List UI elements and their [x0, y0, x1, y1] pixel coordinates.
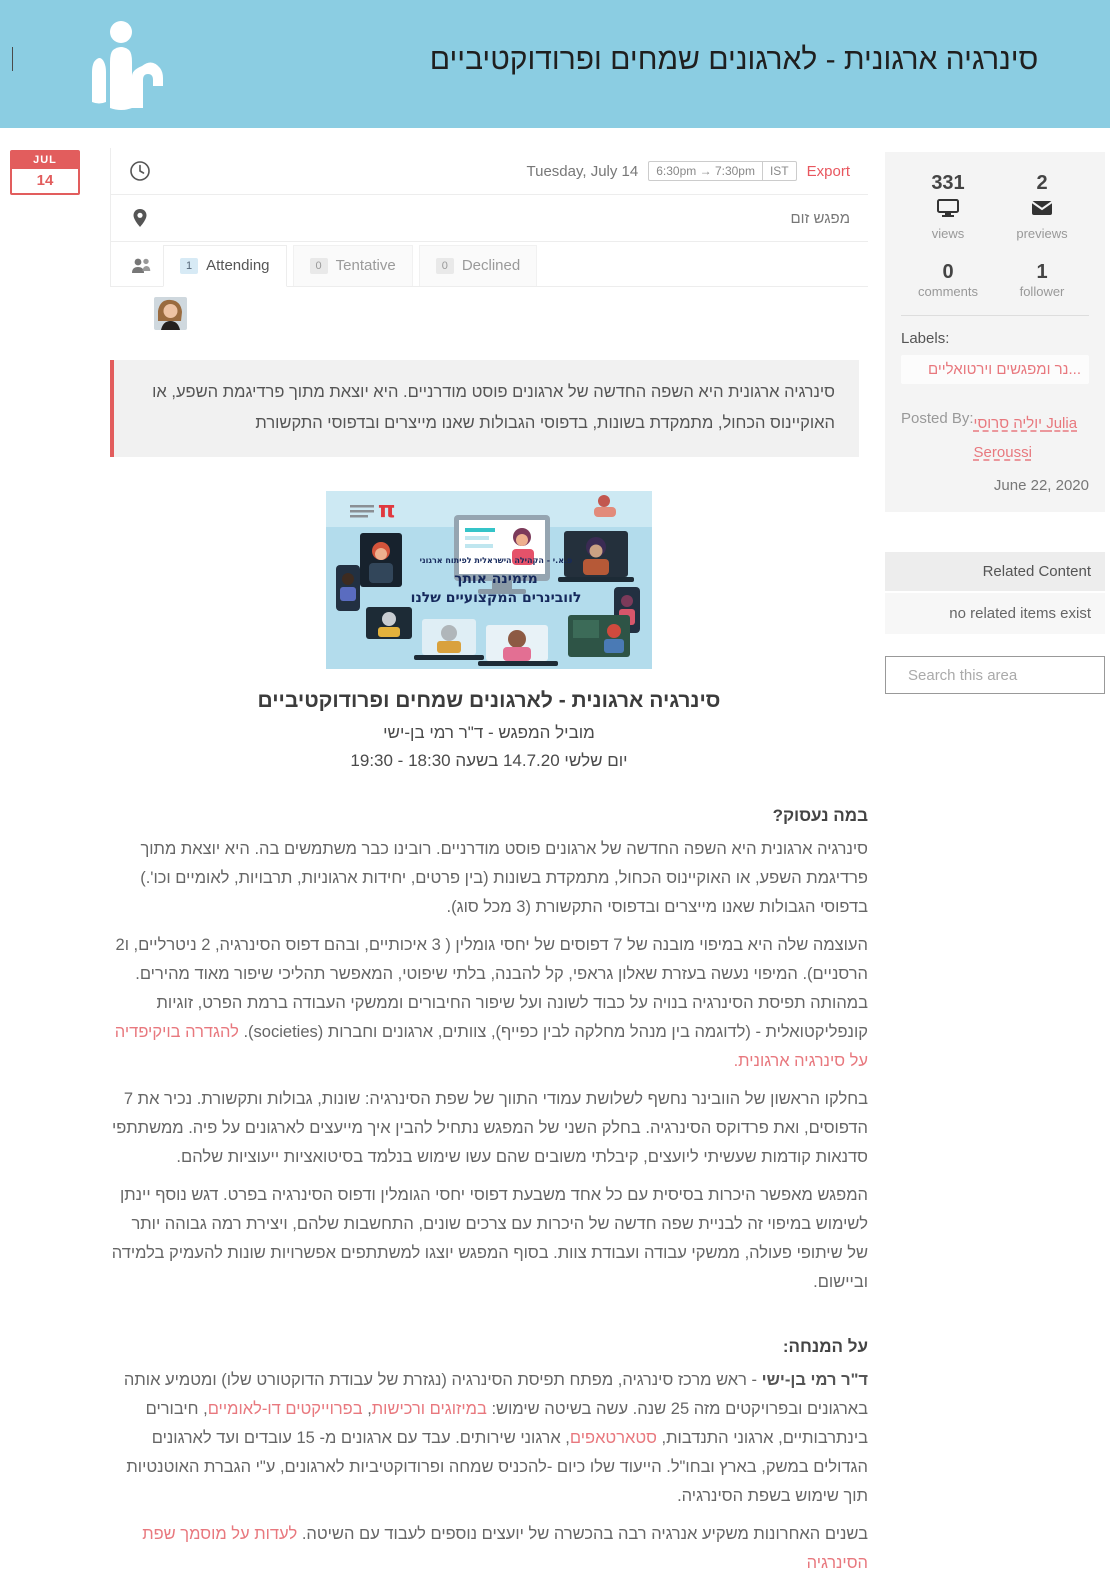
- paragraph-3: בחלקו הראשון של הוובינר נחשף לשלושת עמודי התווך של שפת הסינרגיה: שונות, גבולות ותקשורת. נכיר את 7 הדפוסים, ואת פרדוקס הסינרגיה. בחלק השני של המפגש נתחיל להבין איך מייעצים לארגונים על פיה. ממשתתפי סדנאות קודמות שעשיתי ליועצים, קיבלתי משובים שהם עשו שימוש בנלמד בסיטואציות ייעוציות שלהם.: [111, 1089, 868, 1166]
- certification-testimony-link[interactable]: לעדות על מוסמך שפת הסינרגיה: [142, 1525, 868, 1573]
- paragraph-1: סינרגיה ארגונית היא השפה החדשה של ארגונים פוסט מודרניים. רובינו כבר משתמשים בה. היא יוצאת מתוך פרדיגמת השפע, או האוקיינוס הכחול, מתמקדת בשונות (בין פרטים, יחידות ארגוניות, תרבויות, לאומיים וכו'.) בדפוסי הגבולות שאנו מייצרים ובדפוסי התקשורת (3 מכל סוג).: [140, 839, 868, 916]
- paragraph-5: [110, 1366, 868, 1511]
- flyer-invite-line1: מזמינה אותך: [454, 570, 538, 587]
- attendee-list: [110, 287, 868, 344]
- event-timezone: IST: [762, 162, 796, 180]
- wikipedia-definition-link[interactable]: להגדרה בויקיפדיה על סינרגיה ארגונית.: [114, 1022, 868, 1070]
- event-body: [110, 801, 868, 1579]
- paragraph-4: המפגש מאפשר היכרות בסיסית עם כל אחד משבעת דפוסי יחסי הגומלין ודפוס הסינרגיה בפרט. דגש נוסף יינתן לשימוש במיפוי זה לבניית שפה חדשה של היכרות עם צרכים שונים, התחשבות שלהם, ויצירת רמה גבוהה יותר של שיתופי פעולה, ממשקי עבודה ועבודת צוות. בסוף המפגש יוצגו למשתתפים אפשרויות שונות להעמיק בלמידה וביישום.: [111, 1185, 868, 1292]
- attendee-avatar[interactable]: [154, 297, 187, 330]
- stat-follower: [995, 261, 1089, 299]
- follower-label: follower: [1019, 284, 1065, 299]
- startups-link[interactable]: סטארטאפים: [569, 1429, 657, 1448]
- paragraph-2-text: העוצמה שלה היא במיפוי מובנה של 7 דפוסים של יחסי גומלין ( 3 איכותיים, ובהם דפוס הסינרגיה, 2 ניטרליים, ו2 הרסניים). המיפוי נעשה בעזרת שאלון גראפי, קל להבנה, בלתי שיפוטי, המאפשר תהליכי שיפור מאוד מהירים. במהותה תפיסת הסינרגיה בנויה על כבוד לשונה ועל שיפור החיבורים וממשקי העבודה ברמת הפרט, זוגיות קונפליקטואלית - (לדוגמה בין מנהל מחלקה לבין כפייף), צוותים, ארגונים וחברות (societies).: [115, 935, 868, 1041]
- event-date-text: Tuesday, July 14: [526, 162, 639, 180]
- follower-count: 1: [1036, 261, 1048, 283]
- monitor-icon: [937, 199, 959, 217]
- left-edge-tick: [12, 47, 13, 71]
- posted-date: June 22, 2020: [993, 477, 1089, 494]
- location-pin-icon: [129, 207, 151, 229]
- sidebar-divider: [901, 315, 1089, 316]
- event-title: סינרגיה ארגונית - לארגונים שמחים ופרודוקטיביים: [257, 688, 721, 712]
- views-label: views: [931, 226, 965, 241]
- comments-label: comments: [918, 284, 978, 299]
- event-time-row: [110, 148, 868, 195]
- views-count: 331: [931, 172, 965, 194]
- stat-comments: [901, 261, 995, 299]
- paragraph-6-text: בשנים האחרונות משקיע אנרגיה רבה בהכשרה של יועצים נוספים לעבוד עם השיטה.: [297, 1525, 868, 1544]
- paragraph-5-seg2: ,: [362, 1400, 372, 1418]
- flyer-pi-logo: π: [378, 497, 396, 523]
- label-virtual-meetings[interactable]: ...נר ומפגשים וירטואליים: [901, 355, 1089, 384]
- flyer-org-line: פ.א.י - הקהילה הישראלית לפיתוח ארגוני: [419, 555, 573, 565]
- event-time-pill: [648, 161, 796, 181]
- comments-count: 0: [942, 261, 954, 283]
- related-content-header: Related Content: [885, 552, 1105, 591]
- previews-label: previews: [1016, 226, 1068, 241]
- tab-tentative[interactable]: [293, 245, 413, 286]
- envelope-icon: [1031, 199, 1053, 217]
- host-name: ד"ר רמי בן-ישי: [761, 1370, 868, 1389]
- labels-title: Labels:: [901, 330, 950, 347]
- author-profile-link[interactable]: Julia יוליה סרוסי Seroussi: [973, 415, 1078, 461]
- event-location-text: מפגש זום: [790, 209, 850, 227]
- paragraph-spacer: [110, 1306, 868, 1332]
- event-leader: מוביל המפגש - ד"ר רמי בן-ישי: [383, 722, 595, 742]
- previews-count: 2: [1036, 172, 1048, 194]
- stat-views: [901, 172, 995, 241]
- binational-projects-link[interactable]: בפרוייקטים דו-לאומיים: [207, 1400, 363, 1418]
- tentative-count-badge: 0: [310, 258, 328, 274]
- attending-count-badge: 1: [180, 258, 198, 274]
- attendees-icon: [129, 256, 153, 276]
- attending-label: Attending: [206, 257, 270, 274]
- paragraph-5-seg3: , חיבורים בינתרבותיים, ארגוני התנדבות,: [145, 1400, 868, 1448]
- event-location-row: [110, 195, 868, 242]
- paragraph-6: [110, 1520, 868, 1578]
- heading-what: במה נעסוק?: [772, 805, 868, 825]
- tab-attending[interactable]: [163, 245, 287, 287]
- event-main-column: [110, 148, 868, 1587]
- stat-previews: [995, 172, 1089, 241]
- quote-text: סינרגיה ארגונית היא השפה החדשה של ארגונים פוסט מודרניים. היא יוצאת מתוך פרדיגמת השפע, או האוקיינוס הכחול, מתמקדת בשונות, בדפוסי הגבולות שאנו מייצרים ובדפוסי התקשורת: [152, 383, 835, 433]
- declined-count-badge: 0: [436, 258, 454, 274]
- event-description-quote: [110, 360, 859, 457]
- tab-declined[interactable]: [419, 245, 538, 286]
- clock-icon: [129, 160, 151, 182]
- page-title: סינרגיה ארגונית - לארגונים שמחים ופרודוקטיביים: [429, 43, 1039, 76]
- paragraph-2: [110, 931, 868, 1076]
- posted-by-name-wrap: [974, 410, 1089, 467]
- posted-by-row: [901, 410, 1089, 467]
- webinar-flyer-image: [326, 491, 652, 669]
- heading-about-host: על המנחה:: [782, 1337, 868, 1357]
- tentative-label: Tentative: [335, 257, 396, 274]
- event-time-range: 6:30pm → 7:30pm: [656, 164, 755, 178]
- attendance-tabs: [110, 242, 868, 287]
- stats-grid: [901, 172, 1089, 299]
- badge-day: 14: [12, 169, 78, 193]
- related-content-widget: [885, 552, 1105, 634]
- flyer-invite-line2: לוובינרים המקצועיים שלנו: [410, 589, 582, 606]
- sidebar: [885, 152, 1105, 694]
- paragraph-5-seg4: , ארגוני שירותים. עבד עם ארגונים מ- 15 עובדים ועד לארגונים הגדולים במשק, בארץ ובחו"ל. הייעוד שלו כיום -להכניס שמחה ופרודוקטיביות לארגונים, ע"י הגברת האוטנטיות תוך שימוש בשפת הסינרגיה.: [126, 1429, 868, 1506]
- mergers-link[interactable]: במיזוגים ורכישות: [371, 1400, 487, 1418]
- calendar-date-badge: [10, 150, 80, 195]
- page-header: [0, 0, 1110, 128]
- export-calendar-link[interactable]: Export: [806, 162, 850, 180]
- declined-label: Declined: [461, 257, 521, 274]
- paragraph-5-seg1: - ראש מרכז סינרגיה, מפתח תפיסת הסינרגיה (נגזרת של עבודת הדוקטורט שלו) ומטמיע אותה בארגונים ובפרויקטים מזה 25 שנה. עשה בשיטה שימוש:: [123, 1370, 868, 1418]
- search-input[interactable]: [906, 666, 1109, 685]
- posted-by-label: Posted By:: [901, 410, 974, 427]
- event-when: יום שלשי 14.7.20 בשעה 18:30 - 19:30: [350, 750, 628, 770]
- stats-and-meta-box: [885, 152, 1105, 512]
- community-people-logo: [64, 18, 184, 114]
- badge-month: JUL: [12, 152, 78, 169]
- related-content-empty: no related items exist: [885, 593, 1105, 634]
- area-search-box: [885, 656, 1105, 694]
